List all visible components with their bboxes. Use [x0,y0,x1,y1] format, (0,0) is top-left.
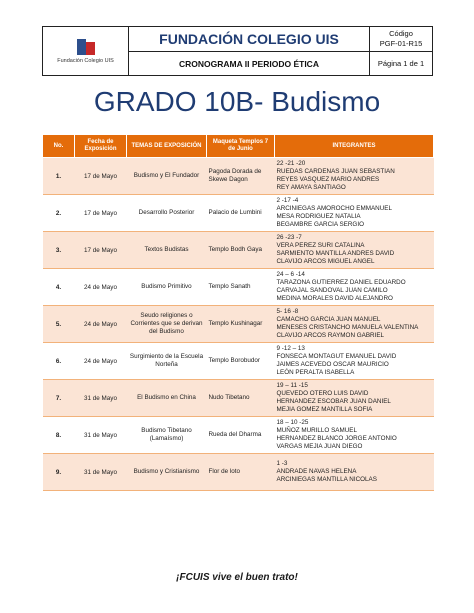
row-theme: Seudo religiones o Corrientes que se derivan del Budismo [127,306,207,343]
member-name: HERNANDEZ ESCOBAR JUAN DANIEL [276,398,391,405]
row-date: 31 de Mayo [75,380,127,417]
member-name: REYES VASQUEZ MARIO ANDRES [276,176,380,183]
row-theme: Budismo y Cristianismo [127,454,207,491]
table-row [43,380,434,417]
row-temple: Flor de loto [207,454,275,491]
school-logo [43,27,128,75]
member-name: FONSECA MONTAGUT EMANUEL DAVID [276,353,397,360]
row-theme: El Budismo en China [127,380,207,417]
member-numbers: 5- 16 -8 [276,308,299,315]
member-name: ANDRADE NAVAS HELENA [276,468,357,475]
row-members [275,454,434,491]
document-header [42,26,433,76]
row-members [275,232,434,269]
table-row [43,306,434,343]
row-theme: Budismo Tibetano (Lamaísmo) [127,417,207,454]
row-temple: Pagoda Dorada de Skewe Dagon [207,158,275,195]
member-name: ARCINIEGAS AMOROCHO EMMANUEL [276,205,392,212]
school-crest-icon [77,39,95,55]
page-label: Página 1 de 1 [370,52,433,76]
member-name: CLAVIJO ARCOS RAYMON GABRIEL [276,332,385,339]
org-name: FUNDACIÓN COLEGIO UIS [129,27,370,52]
row-theme: Desarrollo Posterior [127,195,207,232]
table-row [43,269,434,306]
row-members [275,306,434,343]
member-name: VARGAS MEJIA JUAN DIEGO [276,443,363,450]
row-number: 4. [43,269,75,306]
member-name: RUEDAS CARDENAS JUAN SEBASTIAN [276,168,395,175]
schedule-table [42,134,434,491]
row-temple: Templo Borobudor [207,343,275,380]
row-temple: Templo Sanath [207,269,275,306]
member-name: JAIMES ACEVEDO OSCAR MAURICIO [276,361,389,368]
member-name: CAMACHO GARCIA JUAN MANUEL [276,316,381,323]
member-name: REY AMAYA SANTIAGO [276,184,346,191]
member-name: MUÑOZ MURILLO SAMUEL [276,427,357,434]
member-numbers: 26 -23 -7 [276,234,302,241]
row-number: 5. [43,306,75,343]
header-date: Fecha de Exposición [75,135,127,158]
logo-text: Fundación Colegio UIS [57,57,114,64]
header-temple: Maqueta Templos 7 de Junio [207,135,275,158]
member-numbers: 22 -21 -20 [276,160,306,167]
member-name: LEÓN PERALTA ISABELLA [276,369,355,376]
member-name: VERA PEREZ SURI CATALINA [276,242,365,249]
member-numbers: 19 – 11 -15 [276,382,308,389]
member-numbers: 24 – 6 -14 [276,271,305,278]
logo-cell [43,27,129,76]
row-date: 24 de Mayo [75,306,127,343]
row-number: 2. [43,195,75,232]
member-numbers: 18 – 10 -25 [276,419,309,426]
member-name: MEJIA GOMEZ MANTILLA SOFIA [276,406,373,413]
row-date: 24 de Mayo [75,343,127,380]
row-members [275,269,434,306]
member-numbers: 9 -12 – 13 [276,345,305,352]
member-name: CARVAJAL SANDOVAL JUAN CAMILO [276,287,388,294]
member-name: MESA RODRIGUEZ NATALIA [276,213,361,220]
row-number: 8. [43,417,75,454]
row-date: 24 de Mayo [75,269,127,306]
row-temple: Palacio de Lumbini [207,195,275,232]
row-temple: Templo Bodh Gaya [207,232,275,269]
table-row [43,232,434,269]
table-row [43,195,434,232]
member-name: BEGAMBRE GARCIA SERGIO [276,221,364,228]
row-temple: Nudo Tibetano [207,380,275,417]
row-members [275,343,434,380]
row-number: 1. [43,158,75,195]
doc-subtitle: CRONOGRAMA II PERIODO ÉTICA [129,52,370,76]
page-title: GRADO 10B- Budismo [93,86,381,117]
row-theme: Surgimiento de la Escuela Norteña [127,343,207,380]
member-name: MENESES CRISTANCHO MANUELA VALENTINA [276,324,419,331]
header-members: INTEGRANTES [275,135,434,158]
row-members [275,380,434,417]
row-number: 3. [43,232,75,269]
row-number: 7. [43,380,75,417]
header-theme: TEMAS DE EXPOSICIÓN [127,135,207,158]
table-row [43,158,434,195]
row-date: 31 de Mayo [75,417,127,454]
table-row [43,454,434,491]
row-date: 17 de Mayo [75,158,127,195]
member-name: CLAVIJO ARCOS MIGUEL ANGEL [276,258,375,265]
table-header-row [43,135,434,158]
code-label: Código [389,29,413,38]
member-name: SARMIENTO MANTILLA ANDRES DAVID [276,250,395,257]
row-members [275,195,434,232]
row-theme: Budismo y El Fundador [127,158,207,195]
row-date: 17 de Mayo [75,195,127,232]
row-number: 9. [43,454,75,491]
member-name: MEDINA MORALES DAVID ALEJANDRO [276,295,393,302]
row-number: 6. [43,343,75,380]
member-name: ARCINIEGAS MANTILLA NICOLAS [276,476,377,483]
member-numbers: 1 -3 [276,460,288,467]
footer-slogan: ¡FCUIS vive el buen trato! [176,572,298,583]
row-temple: Templo Kushinagar [207,306,275,343]
member-name: TARAZONA GUTIERREZ DANIEL EDUARDO [276,279,406,286]
member-numbers: 2 -17 -4 [276,197,299,204]
row-theme: Textos Budistas [127,232,207,269]
table-row [43,343,434,380]
row-date: 17 de Mayo [75,232,127,269]
member-name: QUEVEDO OTERO LUIS DAVID [276,390,369,397]
table-row [43,417,434,454]
code-value: PGF-01-R15 [379,39,423,48]
row-temple: Rueda del Dharma [207,417,275,454]
row-members [275,158,434,195]
member-name: HERNANDEZ BLANCO JORGE ANTONIO [276,435,397,442]
code-cell [370,27,433,52]
row-theme: Budismo Primitivo [127,269,207,306]
row-date: 31 de Mayo [75,454,127,491]
row-members [275,417,434,454]
header-no: No. [43,135,75,158]
